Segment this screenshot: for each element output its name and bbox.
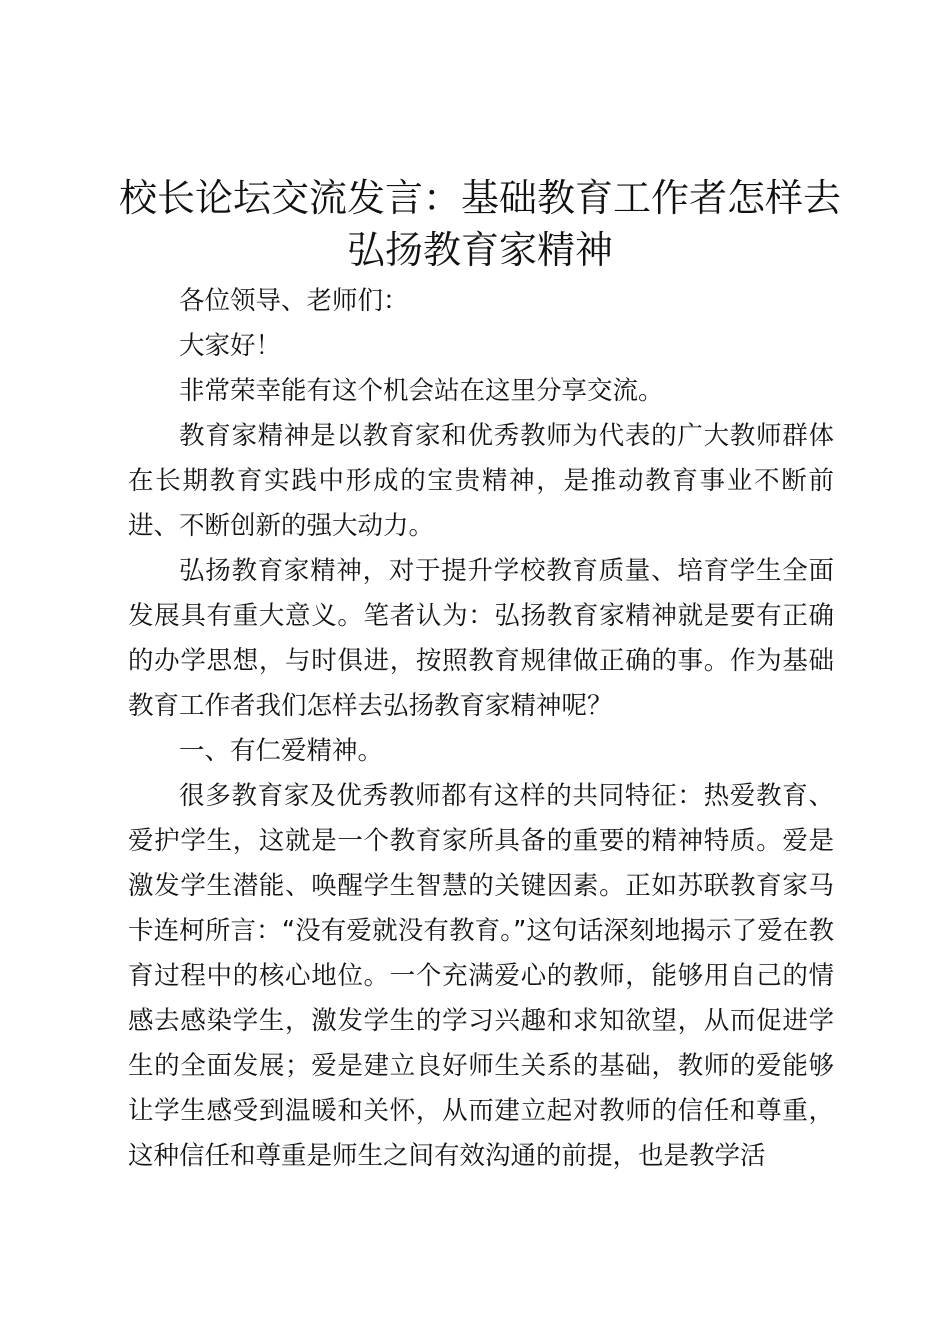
paragraph-significance: 弘扬教育家精神，对于提升学校教育质量、培育学生全面发展具有重大意义。笔者认为：弘扬教育家精神就是要有正确的办学思想，与时俱进，按照教育规律做正确的事。作为基础教育工作者我们怎样去弘扬教育家精神呢？: [128, 556, 834, 721]
paragraph-intro: 非常荣幸能有这个机会站在这里分享交流。: [179, 376, 664, 406]
document-title: 校长论坛交流发言：基础教育工作者怎样去弘扬教育家精神: [118, 176, 841, 272]
paragraph-hello: 大家好！: [179, 331, 282, 361]
paragraph-greeting: 各位领导、老师们：: [179, 286, 409, 316]
paragraph-section-1: 很多教育家及优秀教师都有这样的共同特征：热爱教育、爱护学生，这就是一个教育家所具备的重要的精神特质。爱是激发学生潜能、唤醒学生智慧的关键因素。正如苏联教育家马卡连柯所言：“没有爱就没有教育。”这句话深刻地揭示了爱在教育过程中的核心地位。一个充满爱心的教师，能够用自己的情感去感染学生，激发学生的学习兴趣和求知欲望，从而促进学生的全面发展；爱是建立良好师生关系的基础，教师的爱能够让学生感受到温暖和关怀，从而建立起对教师的信任和尊重，这种信任和尊重是师生之间有效沟通的前提，也是教学活: [128, 781, 834, 1171]
section-heading-1: 一、有仁爱精神。: [179, 736, 384, 766]
paragraph-definition: 教育家精神是以教育家和优秀教师为代表的广大教师群体在长期教育实践中形成的宝贵精神，是推动教育事业不断前进、不断创新的强大动力。: [128, 421, 834, 541]
document-body: [128, 279, 834, 1179]
